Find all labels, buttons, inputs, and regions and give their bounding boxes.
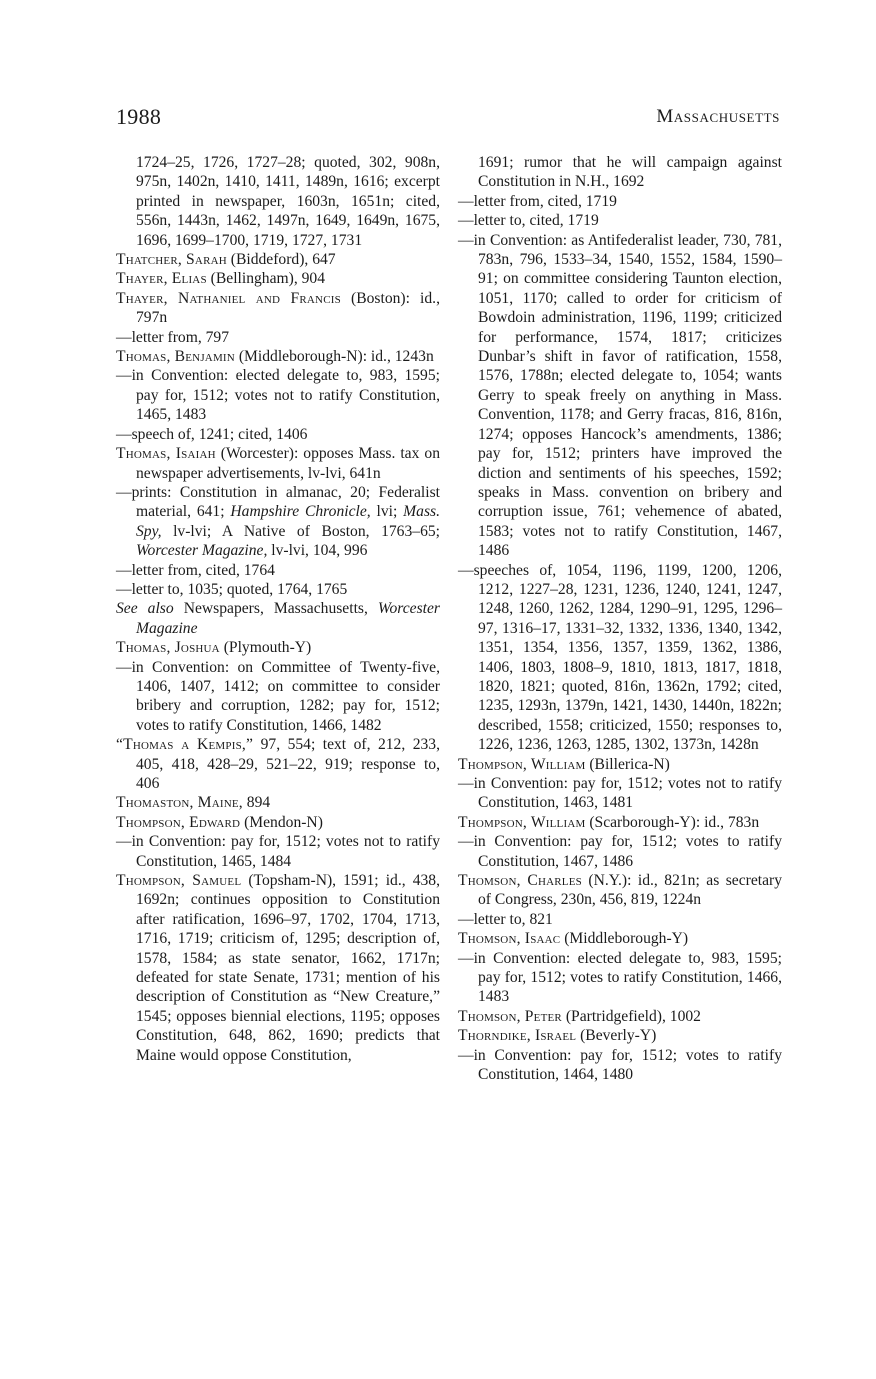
index-subentry: —in Convention: elected delegate to, 983, 1595; pay for, 1512; votes to ratify Constitution, 1466, 1483 — [458, 949, 782, 1006]
index-subentry: —prints: Constitution in almanac, 20; Federalist material, 641; Hampshire Chronicle, lvi; Mass. Spy, lv-lvi; A Native of Boston, 1763–65; Worcester Magazine, lv-lvi, 104, 996 — [116, 483, 440, 560]
index-subentry: —in Convention: elected delegate to, 983, 1595; pay for, 1512; votes not to ratify Constitution, 1465, 1483 — [116, 367, 440, 424]
index-entry: Thompson, William (Scarborough-Y): id., 783n — [458, 813, 760, 831]
index-entry: Thompson, William (Billerica-N) — [458, 755, 670, 773]
index-subentry: —letter to, 821 — [458, 910, 553, 928]
index-subentry: —letter from, 797 — [116, 328, 230, 346]
index-entry: Thomson, Charles (N.Y.): id., 821n; as secretary of Congress, 230n, 456, 819, 1224n — [458, 872, 782, 909]
index-entry: Thayer, Elias (Bellingham), 904 — [116, 270, 326, 288]
index-entry: Thompson, Edward (Mendon-N) — [116, 813, 323, 831]
index-entry: Thompson, Samuel (Topsham-N), 1591; id., 438, 1692n; continues opposition to Constitution after ratification, 1696–97, 1702, 1704, 1713, 1716, 1719; criticism of, 1295; description of, 1578, 1584; as state senator, 1662, 1717n; defeated for state Senate, 1731; mention of his description of Constitution as “New Creature,” 1545; opposes biennial elections, 1195; opposes Constitution, 648, 862, 1690; predicts that Maine would oppose Constitution, — [116, 872, 441, 1064]
index-entry-continued: 1724–25, 1726, 1727–28; quoted, 302, 908n, 975n, 1402n, 1410, 1411, 1489n, 1616; excerpt printed in newspaper, 1603n, 1651n; cited, 556n, 1443n, 1462, 1497n, 1649, 1649n, 1675, 1696, 1699–1700, 1719, 1727, 1731 — [136, 154, 440, 249]
index-entry: “Thomas a Kempis,” 97, 554; text of, 212, 233, 405, 418, 428–29, 521–22, 919; response to, 406 — [116, 736, 440, 792]
index-subentry: —speeches of, 1054, 1196, 1199, 1200, 1206, 1212, 1227–28, 1231, 1236, 1240, 1241, 1247, 1248, 1260, 1262, 1284, 1290–91, 1295, 1296–97, 1316–17, 1331–32, 1332, 1336, 1340, 1342, 1351, 1354, 1356, 1357, 1359, 1362, 1386, 1406, 1803, 1808–9, 1810, 1813, 1817, 1818, 1820, 1821; quoted, 816n, 1362n, 1792; cited, 1235, 1293n, 1379n, 1421, 1430, 1440n, 1822n; described, 1558; criticized, 1550; responses to, 1226, 1236, 1263, 1285, 1302, 1373n, 1428n — [458, 561, 782, 754]
right-column — [458, 153, 782, 1085]
index-subentry: —in Convention: on Committee of Twenty-five, 1406, 1407, 1412; on committee to consider bribery and corruption, 1282; pay for, 1512; votes to ratify Constitution, 1466, 1482 — [116, 658, 440, 734]
index-entry: Thomson, Isaac (Middleborough-Y) — [458, 930, 689, 948]
index-subentry: —in Convention: pay for, 1512; votes not to ratify Constitution, 1463, 1481 — [458, 775, 782, 812]
left-column — [116, 153, 440, 1065]
running-title: Massachusetts — [656, 106, 780, 127]
index-entry: Thomson, Peter (Partridgefield), 1002 — [458, 1007, 701, 1025]
index-subentry: —letter to, cited, 1719 — [458, 212, 599, 230]
index-subentry: —in Convention: as Antifederalist leader, 730, 781, 783n, 796, 1533–34, 1540, 1552, 1584, 1590–91; on committee considering Taunton election, 1051, 1170; called to order for criticism of Bowdoin administration, 1196, 1199; criticized for performance, 1574, 1817; criticizes Dunbar’s shift in favor of ratification, 1558, 1576, 1788n; elected delegate to, 1054; wants Gerry to speak freely on anything in Mass. Convention, 1178; and Gerry fracas, 816, 816n, 1274; opposes Hancock’s amendments, 1386; pay for, 1512; printers have improved the diction and sentiments of his speeches, 1592; speaks in Mass. convention on bribery and corruption issue, 761; vehemence of abated, 1583; votes not to ratify Constitution, 1467, 1486 — [458, 231, 782, 560]
index-entry: Thomas, Joshua (Plymouth-Y) — [116, 639, 312, 657]
page-number: 1988 — [116, 104, 162, 129]
index-entry-continued: 1691; rumor that he will campaign against Constitution in N.H., 1692 — [478, 154, 782, 191]
index-subentry: —letter to, 1035; quoted, 1764, 1765 — [116, 580, 348, 598]
index-cross-reference: See also Newspapers, Massachusetts, Worcester Magazine — [116, 600, 440, 637]
index-entry: Thayer, Nathaniel and Francis (Boston): id., 797n — [116, 289, 440, 327]
index-entry: Thomas, Isaiah (Worcester): opposes Mass. tax on newspaper advertisements, lv-lvi, 641n — [116, 445, 440, 482]
index-subentry: —in Convention: pay for, 1512; votes to ratify Constitution, 1464, 1480 — [458, 1046, 782, 1084]
index-entry: Thorndike, Israel (Beverly-Y) — [458, 1027, 657, 1045]
running-head — [116, 104, 780, 134]
index-entry: Thomas, Benjamin (Middleborough-N): id., 1243n — [116, 348, 434, 366]
index-subentry: —speech of, 1241; cited, 1406 — [116, 425, 308, 443]
index-subentry: —in Convention: pay for, 1512; votes to ratify Constitution, 1467, 1486 — [458, 833, 782, 870]
index-subentry: —in Convention: pay for, 1512; votes not to ratify Constitution, 1465, 1484 — [116, 833, 440, 870]
index-entry: Thomaston, Maine, 894 — [116, 794, 271, 812]
index-entry: Thatcher, Sarah (Biddeford), 647 — [116, 251, 336, 269]
index-subentry: —letter from, cited, 1719 — [458, 192, 617, 210]
index-subentry: —letter from, cited, 1764 — [116, 561, 275, 579]
